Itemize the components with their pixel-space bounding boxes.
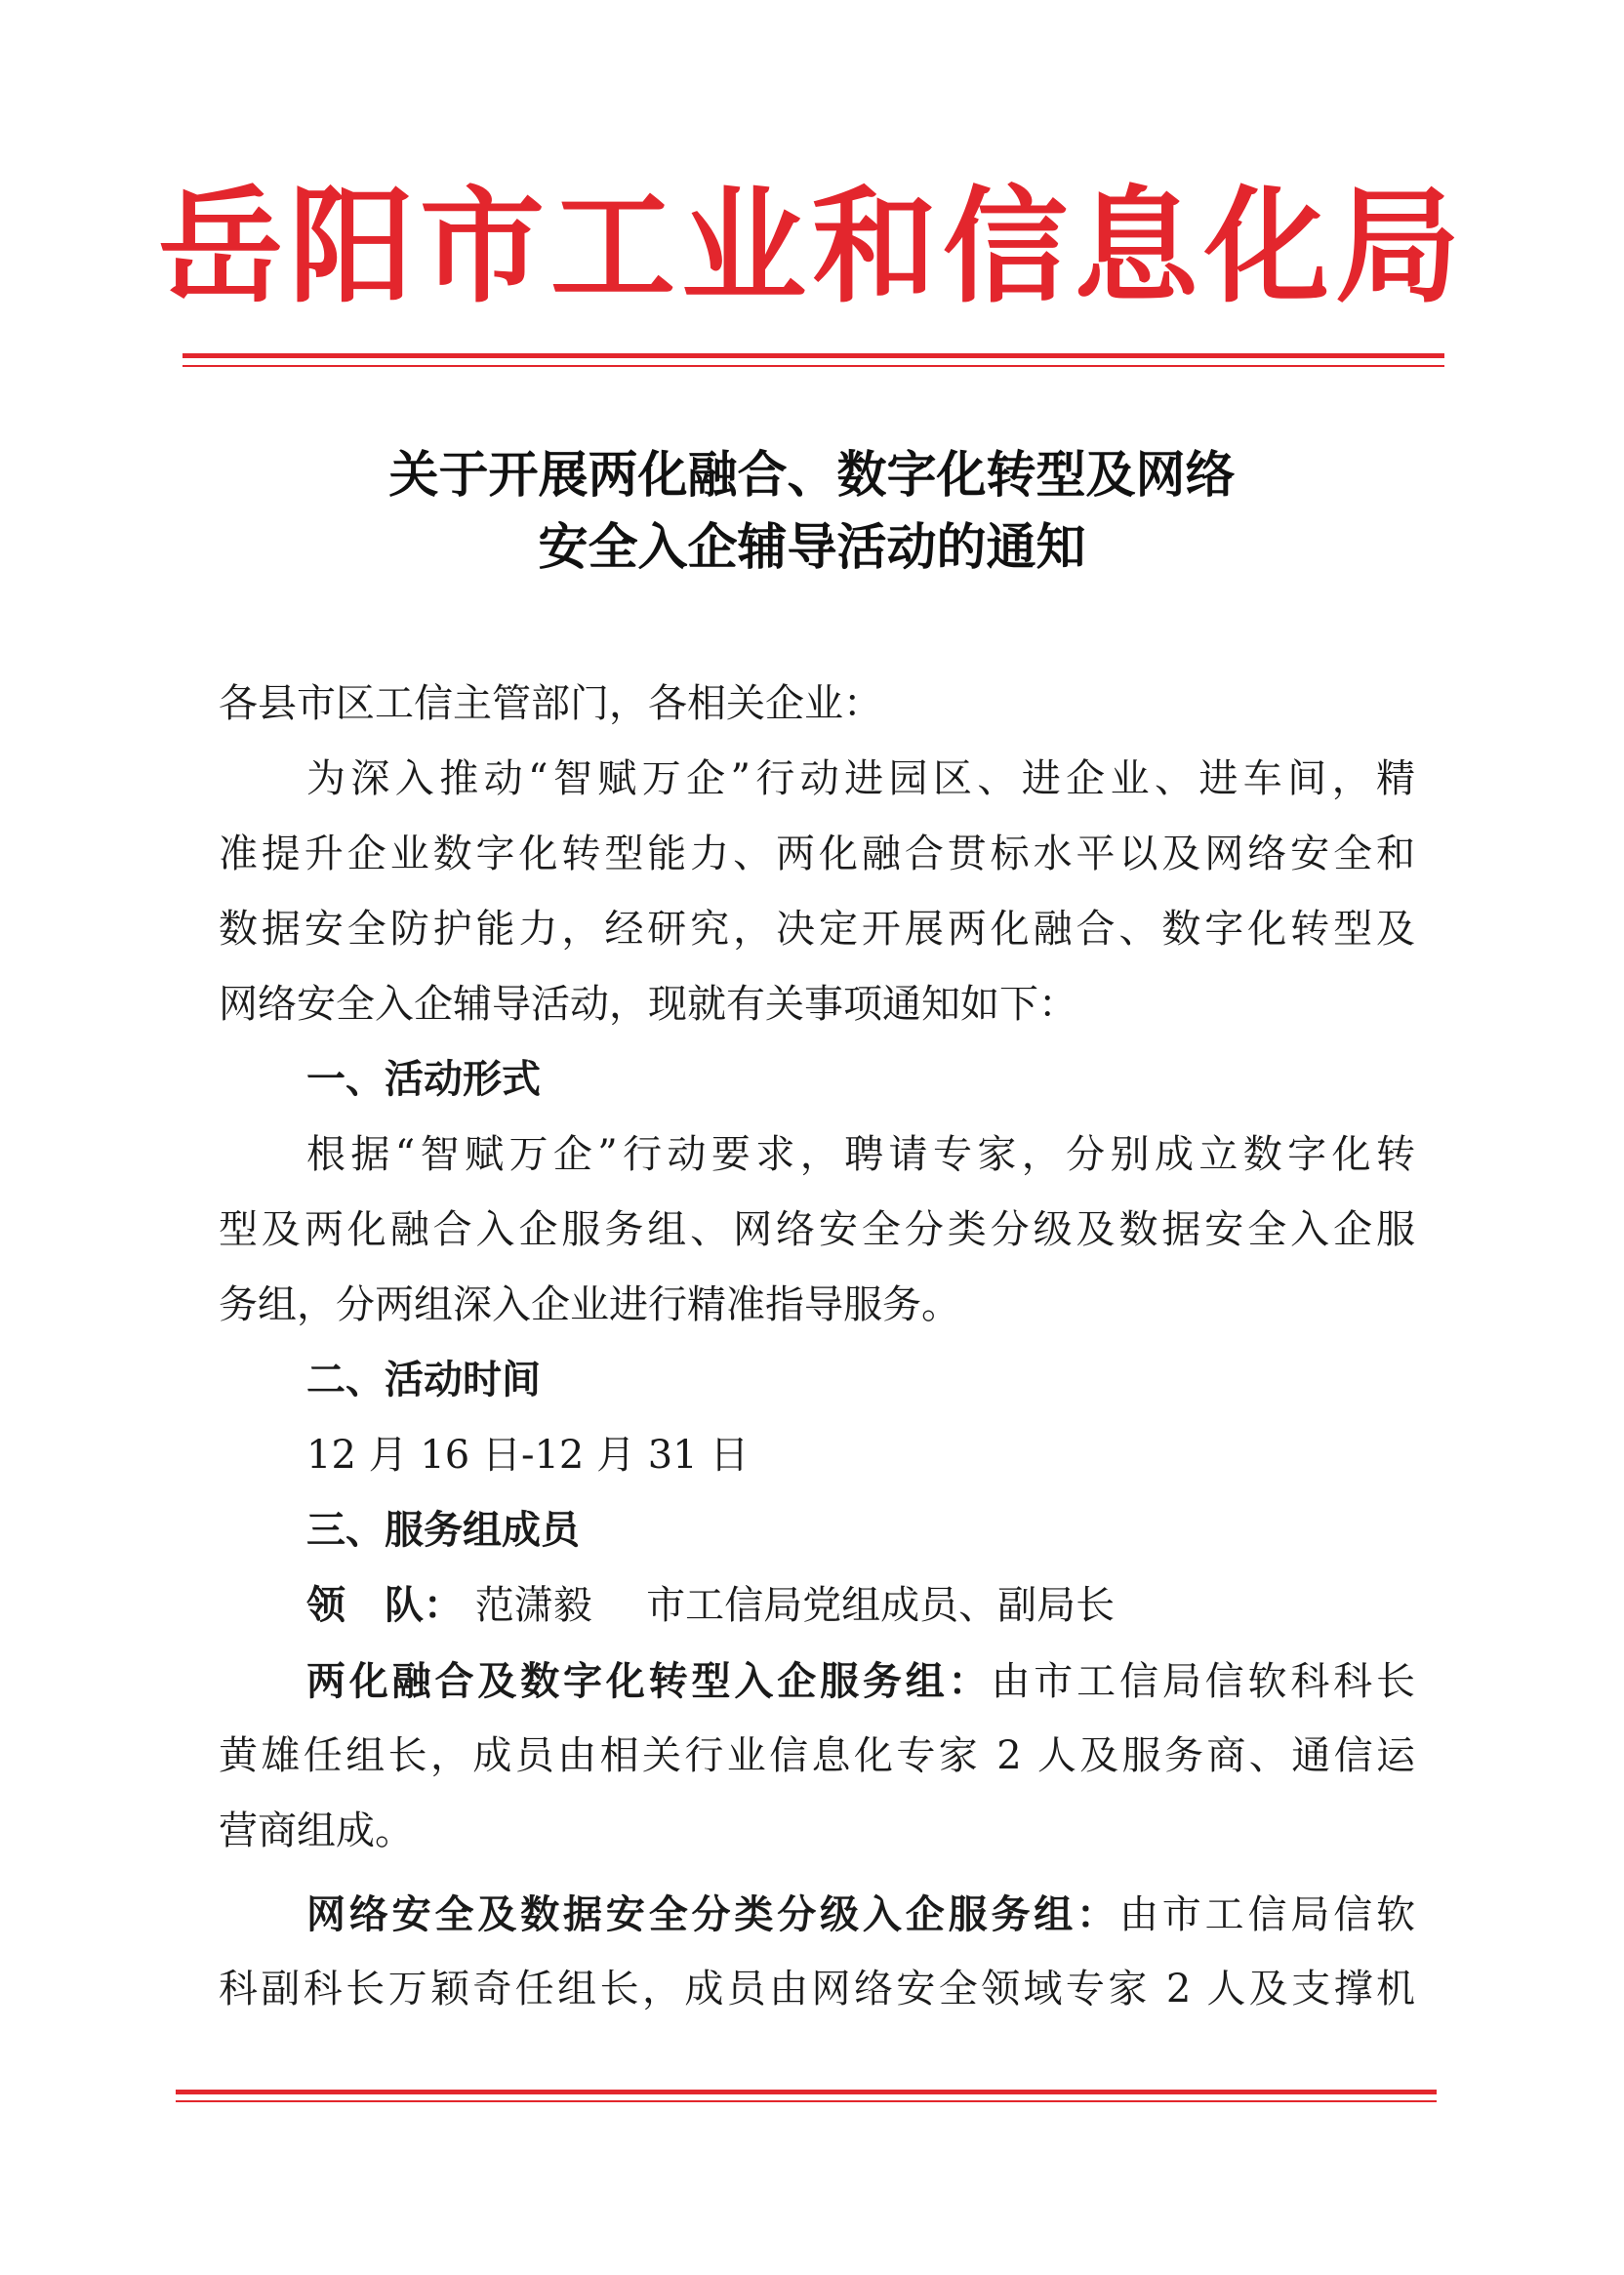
agency-masthead: 岳阳市工业和信息化局 <box>157 174 1466 320</box>
document-title-line-1: 关于开展两化融合、数字化转型及网络 <box>388 446 1236 505</box>
intro-line: 网络安全入企辅导活动，现就有关事项通知如下： <box>219 982 1077 1027</box>
activity-date-range: 12 月 16 日-12 月 31 日 <box>306 1433 750 1478</box>
group-1-row <box>219 1644 1415 1719</box>
group-2-text: 由市工信局信软 <box>1118 1892 1415 1937</box>
section-1-heading: 一、活动形式 <box>306 1057 541 1102</box>
team-leader-row <box>219 1568 1415 1644</box>
footer-rule-thin <box>176 2100 1437 2102</box>
team-leader-title: 市工信局党组成员、副局长 <box>646 1583 1116 1628</box>
group-2-label: 网络安全及数据安全分类分级入企服务组： <box>306 1891 1119 1937</box>
section-1-line: 型及两化融合入企服务组、网络安全分类分级及数据安全入企服 <box>219 1207 1415 1252</box>
salutation: 各县市区工信主管部门，各相关企业： <box>219 681 882 726</box>
group-1-label: 两化融合及数字化转型入企服务组： <box>306 1658 992 1704</box>
masthead-rule-thin <box>183 365 1444 367</box>
team-leader-label: 领 队： <box>306 1583 463 1628</box>
document-title-line-2: 安全入企辅导活动的通知 <box>538 518 1086 577</box>
section-1-line: 根据“智赋万企”行动要求，聘请专家，分别成立数字化转 <box>306 1132 1415 1177</box>
document-body <box>219 667 1415 2027</box>
group-1-line: 黄雄任组长，成员由相关行业信息化专家 2 人及服务商、通信运 <box>219 1733 1415 1778</box>
masthead-rule-thick <box>183 353 1444 358</box>
intro-line: 准提升企业数字化转型能力、两化融合贯标水平以及网络安全和 <box>219 832 1415 876</box>
section-2-heading: 二、活动时间 <box>306 1358 541 1402</box>
group-1-line: 营商组成。 <box>219 1808 414 1853</box>
footer-rule-thick <box>176 2090 1437 2094</box>
intro-line: 为深入推动“智赋万企”行动进园区、进企业、进车间，精 <box>306 756 1415 801</box>
team-leader-name: 范潇毅 <box>474 1583 592 1628</box>
section-3-heading: 三、服务组成员 <box>306 1508 580 1553</box>
intro-line: 数据安全防护能力，经研究，决定开展两化融合、数字化转型及 <box>219 907 1415 952</box>
group-2-row <box>219 1877 1415 1952</box>
group-1-text: 由市工信局信软科科长 <box>991 1659 1415 1704</box>
section-1-line: 务组，分两组深入企业进行精准指导服务。 <box>219 1282 960 1327</box>
group-2-line: 科副科长万颖奇任组长，成员由网络安全领域专家 2 人及支撑机 <box>219 1967 1415 2011</box>
